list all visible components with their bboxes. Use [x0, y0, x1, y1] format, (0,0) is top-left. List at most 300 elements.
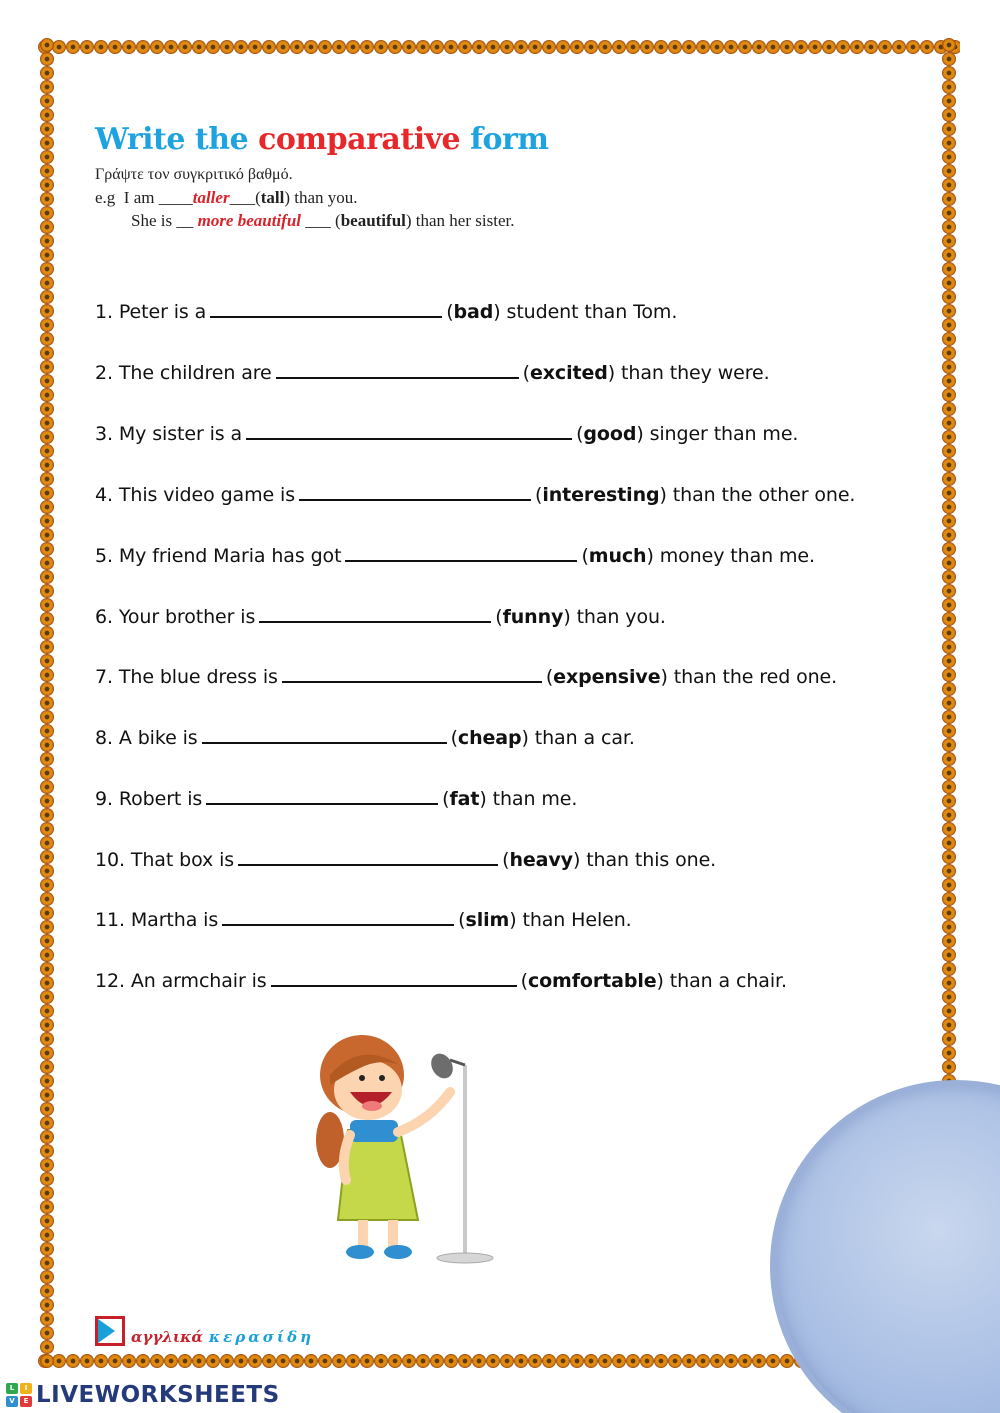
flower-icon	[943, 823, 955, 835]
flower-icon	[943, 473, 955, 485]
flower-icon	[943, 417, 955, 429]
flower-icon	[41, 641, 53, 653]
flower-icon	[41, 1355, 53, 1367]
flower-icon	[585, 1355, 597, 1367]
exercise-adjective: interesting	[542, 484, 660, 506]
flower-icon	[487, 41, 499, 53]
exercise-prompt: 7. The blue dress is	[95, 666, 278, 688]
flower-icon	[781, 1355, 793, 1367]
exercise-adjective: heavy	[509, 849, 573, 871]
flower-icon	[41, 683, 53, 695]
flower-icon	[943, 865, 955, 877]
flower-icon	[943, 767, 955, 779]
flower-icon	[655, 41, 667, 53]
flower-icon	[41, 935, 53, 947]
flower-icon	[943, 389, 955, 401]
flower-icon	[543, 41, 555, 53]
flower-icon	[235, 1355, 247, 1367]
flower-icon	[165, 1355, 177, 1367]
exercise-tail: ) singer than me.	[636, 423, 799, 445]
flower-icon	[809, 41, 821, 53]
exercise-tail: ) than the other one.	[659, 484, 856, 506]
flower-icon	[473, 41, 485, 53]
flower-icon	[943, 753, 955, 765]
flower-icon	[41, 557, 53, 569]
example-text: e.g I am ____	[95, 188, 193, 207]
flower-icon	[943, 305, 955, 317]
flower-icon	[943, 613, 955, 625]
example-text: She is __	[131, 211, 198, 230]
exercise-tail: ) than a car.	[521, 727, 635, 749]
flower-icon	[943, 137, 955, 149]
liveworksheets-icon	[6, 1383, 32, 1407]
flower-icon	[41, 1313, 53, 1325]
flower-icon	[529, 1355, 541, 1367]
exercise-item: 8. A bike is (cheap) than a car.	[95, 724, 635, 749]
flower-icon	[109, 1355, 121, 1367]
flower-icon	[123, 41, 135, 53]
exercise-prompt: 9. Robert is	[95, 788, 203, 810]
flower-icon	[41, 263, 53, 275]
flower-icon	[67, 41, 79, 53]
flower-icon	[165, 41, 177, 53]
flower-icon	[41, 123, 53, 135]
flower-icon	[41, 809, 53, 821]
flower-icon	[319, 1355, 331, 1367]
flower-icon	[41, 893, 53, 905]
flower-icon	[207, 1355, 219, 1367]
answer-blank[interactable]	[271, 967, 517, 987]
flower-icon	[403, 1355, 415, 1367]
flower-icon	[641, 1355, 653, 1367]
flower-icon	[943, 683, 955, 695]
flower-icon	[943, 991, 955, 1003]
flower-icon	[41, 235, 53, 247]
flower-icon	[823, 41, 835, 53]
flower-icon	[41, 1103, 53, 1115]
exercise-adjective: good	[583, 423, 637, 445]
exercise-prompt: 1. Peter is a	[95, 301, 207, 323]
flower-icon	[41, 333, 53, 345]
flower-icon	[277, 41, 289, 53]
flower-icon	[193, 1355, 205, 1367]
flower-icon	[459, 41, 471, 53]
flower-icon	[613, 1355, 625, 1367]
flower-icon	[943, 907, 955, 919]
flower-icon	[41, 865, 53, 877]
flower-icon	[41, 1047, 53, 1059]
flower-icon	[501, 1355, 513, 1367]
exercise-item: 12. An armchair is (comfortable) than a chair.	[95, 967, 787, 992]
flower-icon	[739, 1355, 751, 1367]
exercise-prompt: 2. The children are	[95, 362, 272, 384]
answer-blank[interactable]	[299, 481, 531, 501]
flower-icon	[739, 41, 751, 53]
flower-icon	[41, 795, 53, 807]
flower-icon	[943, 53, 955, 65]
flower-icon	[41, 249, 53, 261]
exercise-item: 9. Robert is (fat) than me.	[95, 785, 577, 810]
flower-icon	[669, 41, 681, 53]
answer-blank[interactable]	[345, 542, 577, 562]
flower-icon	[943, 459, 955, 471]
flower-icon	[557, 41, 569, 53]
flower-icon	[249, 1355, 261, 1367]
example-line-1	[95, 188, 358, 208]
flower-icon	[943, 67, 955, 79]
flower-icon	[725, 1355, 737, 1367]
logo-letter: I	[20, 1383, 32, 1394]
flower-icon	[943, 277, 955, 289]
flower-icon	[41, 361, 53, 373]
exercise-prompt: 4. This video game is	[95, 484, 295, 506]
flower-icon	[627, 41, 639, 53]
flower-icon	[711, 1355, 723, 1367]
flower-icon	[41, 193, 53, 205]
singing-girl-illustration	[300, 1020, 530, 1270]
flower-icon	[431, 1355, 443, 1367]
flower-icon	[319, 41, 331, 53]
flower-icon	[207, 41, 219, 53]
flower-icon	[41, 347, 53, 359]
flower-icon	[781, 41, 793, 53]
title-part-3: form	[470, 122, 549, 157]
flower-icon	[179, 1355, 191, 1367]
flower-icon	[109, 41, 121, 53]
exercise-item: 11. Martha is (slim) than Helen.	[95, 906, 632, 931]
flower-icon	[41, 1173, 53, 1185]
exercise-tail: ) than a chair.	[656, 970, 787, 992]
exercise-tail: ) than Helen.	[509, 909, 632, 931]
answer-blank[interactable]	[210, 298, 442, 318]
flower-icon	[445, 41, 457, 53]
flower-icon	[943, 375, 955, 387]
flower-icon	[943, 123, 955, 135]
flower-icon	[41, 81, 53, 93]
flower-icon	[41, 501, 53, 513]
flower-icon	[41, 725, 53, 737]
flower-icon	[41, 1131, 53, 1143]
flower-icon	[529, 41, 541, 53]
flower-icon	[41, 949, 53, 961]
example-text: ___ (	[301, 211, 341, 230]
flower-icon	[943, 1005, 955, 1017]
title-part-1: Write the	[95, 122, 249, 157]
brand-logo-block	[95, 1316, 314, 1346]
exercise-tail: ) money than me.	[646, 545, 815, 567]
flower-icon	[473, 1355, 485, 1367]
flower-icon	[943, 739, 955, 751]
flower-icon	[41, 1005, 53, 1017]
flower-icon	[543, 1355, 555, 1367]
flower-icon	[943, 725, 955, 737]
flower-icon	[41, 921, 53, 933]
flower-icon	[389, 41, 401, 53]
flower-icon	[41, 1159, 53, 1171]
answer-blank[interactable]	[276, 359, 519, 379]
flower-icon	[943, 851, 955, 863]
flower-icon	[417, 1355, 429, 1367]
flower-icon	[41, 1341, 53, 1353]
flower-icon	[851, 41, 863, 53]
flower-icon	[943, 361, 955, 373]
flower-icon	[41, 613, 53, 625]
example-text: ___(	[229, 188, 261, 207]
flower-icon	[943, 711, 955, 723]
flower-icon	[943, 543, 955, 555]
flower-icon	[943, 935, 955, 947]
flower-icon	[943, 291, 955, 303]
flower-icon	[943, 585, 955, 597]
exercise-item: 5. My friend Maria has got (much) money than me.	[95, 542, 815, 567]
flower-icon	[41, 907, 53, 919]
logo-letter: V	[6, 1396, 18, 1407]
exercise-adjective: slim	[465, 909, 510, 931]
flower-icon	[943, 949, 955, 961]
flower-icon	[943, 697, 955, 709]
exercise-item: 2. The children are (excited) than they were.	[95, 359, 770, 384]
exercise-prompt: 3. My sister is a	[95, 423, 243, 445]
flower-icon	[943, 109, 955, 121]
flower-icon	[41, 1201, 53, 1213]
flower-icon	[123, 1355, 135, 1367]
flower-icon	[41, 963, 53, 975]
exercise-tail: ) than me.	[479, 788, 578, 810]
exercise-item: 10. That box is (heavy) than this one.	[95, 846, 716, 871]
flower-icon	[179, 41, 191, 53]
flower-icon	[943, 487, 955, 499]
example-text: ) than her sister.	[405, 211, 515, 230]
flower-icon	[41, 431, 53, 443]
answer-blank[interactable]	[238, 846, 498, 866]
flower-icon	[943, 809, 955, 821]
flower-icon	[41, 473, 53, 485]
example-adjective: tall	[260, 188, 285, 207]
flower-icon	[41, 1299, 53, 1311]
flower-icon	[347, 41, 359, 53]
flower-icon	[753, 1355, 765, 1367]
flower-icon	[943, 963, 955, 975]
exercise-adjective: fat	[449, 788, 480, 810]
flower-icon	[41, 1215, 53, 1227]
flower-icon	[291, 41, 303, 53]
flower-icon	[41, 1061, 53, 1073]
flower-icon	[137, 41, 149, 53]
exercise-tail: ) than you.	[563, 606, 666, 628]
logo-letter: L	[6, 1383, 18, 1394]
flower-icon	[41, 1243, 53, 1255]
flower-icon	[599, 41, 611, 53]
flower-icon	[41, 529, 53, 541]
flower-icon	[943, 193, 955, 205]
flower-icon	[943, 921, 955, 933]
exercise-prompt: 11. Martha is	[95, 909, 219, 931]
exercise-prompt: 10. That box is	[95, 849, 235, 871]
flower-icon	[41, 319, 53, 331]
example-text: ) than you.	[284, 188, 358, 207]
flower-icon	[943, 557, 955, 569]
flower-icon	[41, 403, 53, 415]
exercise-prompt: 6. Your brother is	[95, 606, 256, 628]
flower-icon	[557, 1355, 569, 1367]
exercise-item: 7. The blue dress is (expensive) than the red one.	[95, 663, 837, 688]
flower-icon	[921, 41, 933, 53]
flower-icon	[943, 445, 955, 457]
flower-icon	[41, 39, 53, 51]
flower-icon	[943, 501, 955, 513]
flower-icon	[41, 585, 53, 597]
flower-icon	[943, 179, 955, 191]
flower-icon	[151, 1355, 163, 1367]
exercise-adjective: comfortable	[527, 970, 657, 992]
flower-icon	[41, 1271, 53, 1283]
exercise-item: 1. Peter is a (bad) student than Tom.	[95, 298, 677, 323]
flower-icon	[599, 1355, 611, 1367]
flower-icon	[767, 1355, 779, 1367]
flower-icon	[655, 1355, 667, 1367]
exercise-prompt: 8. A bike is	[95, 727, 198, 749]
flower-icon	[249, 41, 261, 53]
flower-icon	[41, 543, 53, 555]
flower-icon	[41, 739, 53, 751]
flower-icon	[41, 837, 53, 849]
flower-icon	[487, 1355, 499, 1367]
decorative-blue-circle	[770, 1080, 1000, 1413]
flower-icon	[41, 1187, 53, 1199]
flower-icon	[41, 571, 53, 583]
flower-icon	[221, 41, 233, 53]
flower-icon	[41, 389, 53, 401]
flower-icon	[753, 41, 765, 53]
flower-icon	[711, 41, 723, 53]
flower-icon	[403, 41, 415, 53]
flower-icon	[41, 277, 53, 289]
answer-blank[interactable]	[202, 724, 447, 744]
flower-icon	[907, 41, 919, 53]
flower-icon	[445, 1355, 457, 1367]
flower-icon	[683, 41, 695, 53]
exercise-tail: ) than this one.	[572, 849, 717, 871]
flower-icon	[943, 795, 955, 807]
flower-icon	[41, 1019, 53, 1031]
flower-icon	[879, 41, 891, 53]
flower-icon	[943, 515, 955, 527]
flower-icon	[347, 1355, 359, 1367]
flower-icon	[943, 529, 955, 541]
example-line-2	[131, 211, 514, 231]
flower-icon	[263, 41, 275, 53]
brand-text-part-2: κερασίδη	[208, 1328, 315, 1346]
flower-icon	[41, 977, 53, 989]
flower-icon	[943, 1019, 955, 1031]
flower-icon	[151, 41, 163, 53]
flower-icon	[585, 41, 597, 53]
flower-border-left	[38, 38, 58, 1372]
flower-icon	[501, 41, 513, 53]
answer-blank[interactable]	[246, 420, 572, 440]
flower-icon	[669, 1355, 681, 1367]
flower-icon	[41, 445, 53, 457]
flower-icon	[333, 1355, 345, 1367]
liveworksheets-wordmark: LIVEWORKSHEETS	[36, 1382, 280, 1408]
flower-icon	[571, 41, 583, 53]
answer-blank[interactable]	[282, 663, 542, 683]
flower-icon	[943, 571, 955, 583]
flower-icon	[41, 711, 53, 723]
flower-icon	[41, 95, 53, 107]
flower-icon	[41, 109, 53, 121]
flower-icon	[41, 375, 53, 387]
flower-icon	[459, 1355, 471, 1367]
flower-icon	[943, 333, 955, 345]
flower-icon	[41, 851, 53, 863]
flower-icon	[837, 41, 849, 53]
flower-icon	[41, 879, 53, 891]
flower-icon	[41, 1089, 53, 1101]
flower-icon	[943, 1061, 955, 1073]
flower-icon	[41, 599, 53, 611]
flower-icon	[41, 515, 53, 527]
flower-icon	[893, 41, 905, 53]
flower-icon	[795, 41, 807, 53]
flower-icon	[417, 41, 429, 53]
flower-icon	[943, 837, 955, 849]
flower-icon	[725, 41, 737, 53]
flower-icon	[193, 41, 205, 53]
exercise-adjective: excited	[529, 362, 608, 384]
flower-icon	[943, 641, 955, 653]
answer-blank[interactable]	[259, 603, 491, 623]
flower-icon	[943, 235, 955, 247]
flower-icon	[361, 1355, 373, 1367]
flower-icon	[41, 67, 53, 79]
flower-icon	[41, 137, 53, 149]
flower-icon	[41, 697, 53, 709]
flower-icon	[41, 991, 53, 1003]
flower-icon	[263, 1355, 275, 1367]
flower-icon	[41, 627, 53, 639]
flower-icon	[943, 669, 955, 681]
flower-icon	[41, 823, 53, 835]
flower-icon	[943, 165, 955, 177]
flower-icon	[41, 669, 53, 681]
flower-icon	[221, 1355, 233, 1367]
exercise-tail: ) student than Tom.	[493, 301, 678, 323]
flower-icon	[81, 41, 93, 53]
greek-instruction: Γράψτε τον συγκριτικό βαθμό.	[95, 166, 293, 183]
flower-icon	[41, 165, 53, 177]
flower-icon	[943, 319, 955, 331]
exercise-tail: ) than they were.	[607, 362, 770, 384]
answer-blank[interactable]	[206, 785, 438, 805]
brand-logo-icon	[95, 1316, 125, 1346]
exercise-item: 6. Your brother is (funny) than you.	[95, 603, 666, 628]
flower-icon	[865, 41, 877, 53]
flower-icon	[515, 1355, 527, 1367]
flower-border-top	[38, 38, 960, 58]
flower-icon	[943, 879, 955, 891]
answer-blank[interactable]	[222, 906, 454, 926]
flower-icon	[697, 1355, 709, 1367]
flower-icon	[943, 403, 955, 415]
flower-icon	[41, 487, 53, 499]
flower-icon	[613, 41, 625, 53]
flower-icon	[41, 221, 53, 233]
flower-icon	[431, 41, 443, 53]
flower-icon	[41, 1285, 53, 1297]
flower-icon	[41, 655, 53, 667]
flower-icon	[235, 41, 247, 53]
